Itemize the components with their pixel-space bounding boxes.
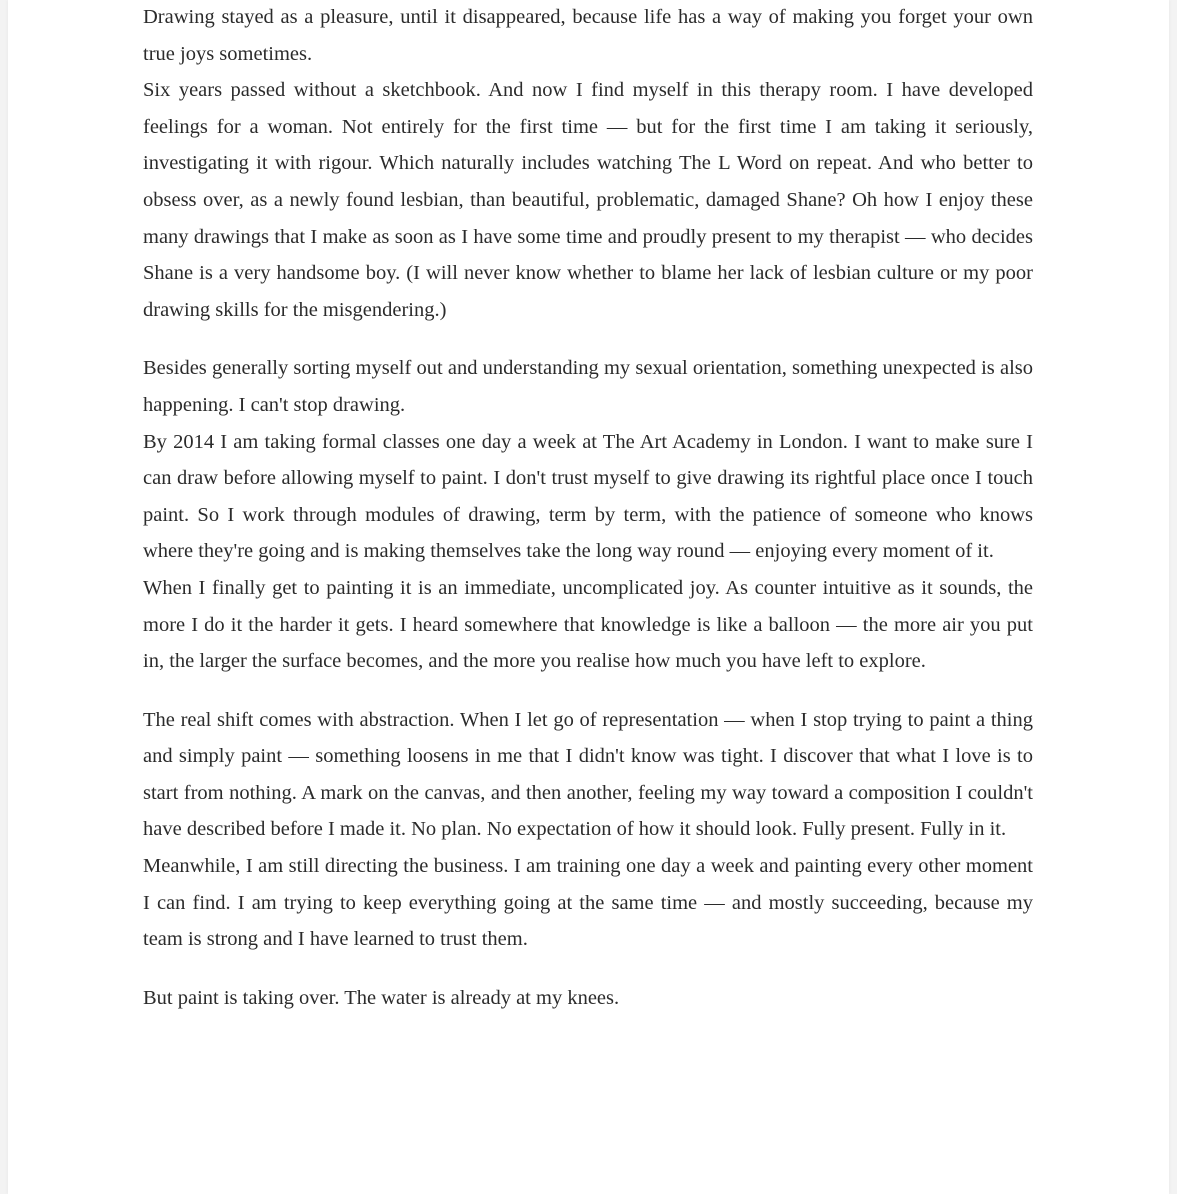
paragraph-art-academy: By 2014 I am taking formal classes one day a week at The Art Academy in London. I want to make sure I can draw before allowing myself to paint. I don't trust myself to give drawing its rightful place once I touch paint. So I work through modules of drawing, term by term, with the patience of someone who knows where they're going and is making themselves take the long way round — enjoying every moment of it.: [143, 430, 1033, 563]
paragraph-paint-taking-over: But paint is taking over. The water is already at my knees.: [143, 986, 620, 1009]
article-body: [143, 0, 1033, 1016]
paragraph-six-years: Six years passed without a sketchbook. And now I find myself in this therapy room. I have developed feelings for a woman. Not entirely for the first time — but for the first time I am taking it seriously, investigating it with rigour. Which naturally includes watching The L Word on repeat. And who better to obsess over, as a newly found lesbian, than beautiful, problematic, damaged Shane? Oh how I enjoy these many drawings that I make as soon as I have some time and proudly present to my therapist — who decides Shane is a very handsome boy. (I will never know whether to blame her lack of lesbian culture or my poor drawing skills for the misgendering.): [143, 79, 1033, 321]
paragraph-drawing-pleasure: Drawing stayed as a pleasure, until it disappeared, because life has a way of making you forget your own true joys sometimes.: [143, 6, 1033, 65]
paragraph-business: Meanwhile, I am still directing the business. I am training one day a week and painting every other moment I can find. I am trying to keep everything going at the same time — and mostly succeeding, because my team is strong and I have learned to trust them.: [143, 855, 1033, 951]
paragraph-sorting-out: Besides generally sorting myself out and understanding my sexual orientation, something unexpected is also happening. I can't stop drawing.: [143, 357, 1033, 416]
paragraph-abstraction: The real shift comes with abstraction. When I let go of representation — when I stop trying to paint a thing and simply paint — something loosens in me that I didn't know was tight. I discover that what I love is to start from nothing. A mark on the canvas, and then another, feeling my way toward a composition I couldn't have described before I made it. No plan. No expectation of how it should look. Fully present. Fully in it.: [143, 708, 1033, 841]
paragraph-painting-joy: When I finally get to painting it is an immediate, uncomplicated joy. As counter intuitive as it sounds, the more I do it the harder it gets. I heard somewhere that knowledge is like a balloon — the more air you put in, the larger the surface becomes, and the more you realise how much you have left to explore.: [143, 576, 1033, 673]
